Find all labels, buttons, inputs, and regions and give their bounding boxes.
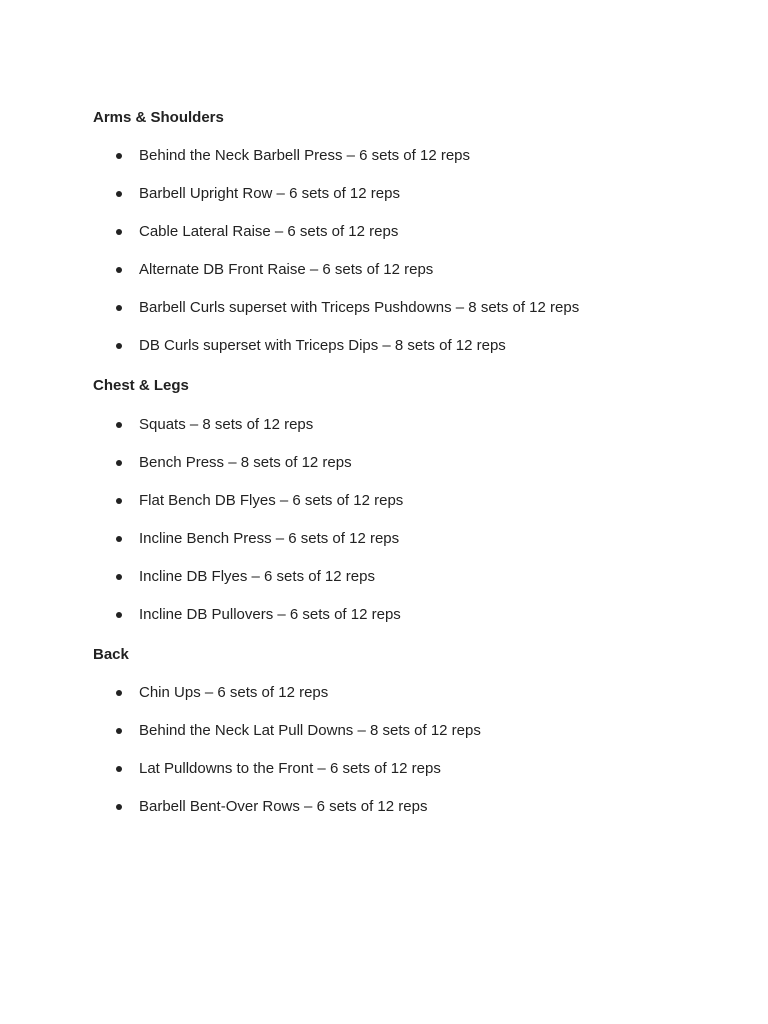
bullet-icon (116, 536, 122, 542)
bullet-icon (116, 498, 122, 504)
bullet-icon (116, 305, 122, 311)
list-item-text: Incline DB Flyes – 6 sets of 12 reps (139, 568, 375, 585)
bullet-icon (116, 574, 122, 580)
bullet-icon (116, 229, 122, 235)
section-heading-arms-shoulders: Arms & Shoulders (93, 109, 224, 126)
list-item-text: Alternate DB Front Raise – 6 sets of 12 reps (139, 261, 434, 278)
list-item-text: Bench Press – 8 sets of 12 reps (139, 454, 352, 471)
bullet-icon (116, 422, 122, 428)
list-item-text: Barbell Upright Row – 6 sets of 12 reps (139, 185, 400, 202)
list-item-text: Lat Pulldowns to the Front – 6 sets of 12 reps (139, 760, 441, 777)
list-item-text: Flat Bench DB Flyes – 6 sets of 12 reps (139, 492, 404, 509)
bullet-icon (116, 612, 122, 618)
list-item-text: Cable Lateral Raise – 6 sets of 12 reps (139, 223, 399, 240)
bullet-icon (116, 728, 122, 734)
bullet-icon (116, 343, 122, 349)
bullet-icon (116, 766, 122, 772)
list-item-text: Barbell Curls superset with Triceps Pushdowns – 8 sets of 12 reps (139, 299, 580, 316)
list-item-text: Behind the Neck Lat Pull Downs – 8 sets of 12 reps (139, 722, 481, 739)
section-heading-back: Back (93, 646, 129, 663)
bullet-icon (116, 267, 122, 273)
bullet-icon (116, 804, 122, 810)
bullet-icon (116, 460, 122, 466)
list-item-text: Incline Bench Press – 6 sets of 12 reps (139, 530, 400, 547)
list-item-text: Chin Ups – 6 sets of 12 reps (139, 684, 329, 701)
list-item-text: Behind the Neck Barbell Press – 6 sets of 12 reps (139, 147, 471, 164)
section-heading-chest-legs: Chest & Legs (93, 377, 189, 394)
bullet-icon (116, 191, 122, 197)
bullet-icon (116, 690, 122, 696)
list-item-text: Incline DB Pullovers – 6 sets of 12 reps (139, 606, 401, 623)
list-item-text: DB Curls superset with Triceps Dips – 8 sets of 12 reps (139, 337, 506, 354)
bullet-icon (116, 153, 122, 159)
list-item-text: Barbell Bent-Over Rows – 6 sets of 12 reps (139, 798, 428, 815)
list-item-text: Squats – 8 sets of 12 reps (139, 416, 314, 433)
